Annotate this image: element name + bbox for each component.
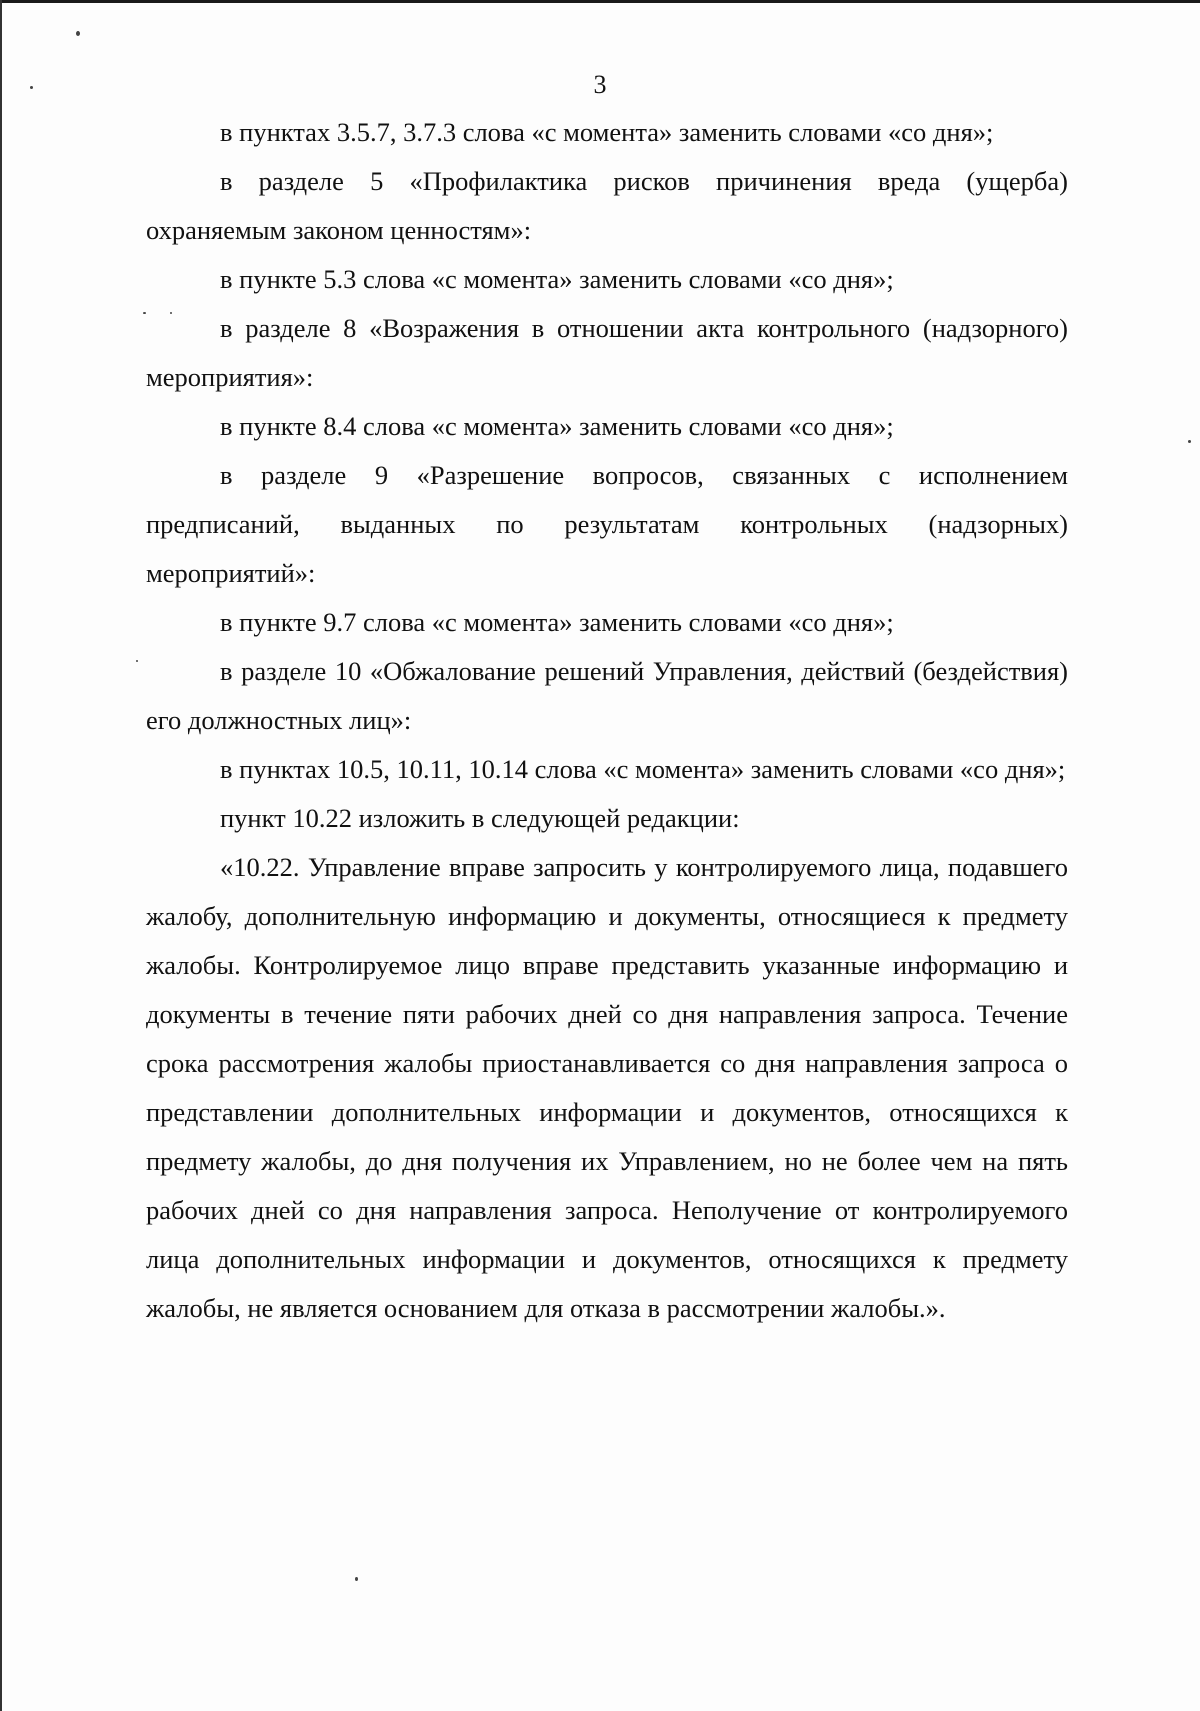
document-body bbox=[146, 108, 1068, 1333]
paragraph: «10.22. Управление вправе запросить у контролируемого лица, подавшего жалобу, дополнительную информацию и документы, относящиеся к предмету жалобы. Контролируемое лицо вправе представить указанные информацию и документы в течение пяти рабочих дней со дня направления запроса. Течение срока рассмотрения жалобы приостанавливается со дня направления запроса о представлении дополнительных информации и документов, относящихся к предмету жалобы, до дня получения их Управлением, но не более чем на пять рабочих дней со дня направления запроса. Неполучение от контролируемого лица дополнительных информации и документов, относящихся к предмету жалобы, не является основанием для отказа в рассмотрении жалобы.». bbox=[146, 852, 1068, 1323]
scan-speck bbox=[355, 1577, 358, 1581]
paragraph: в разделе 8 «Возражения в отношении акта контрольного (надзорного) мероприятия»: bbox=[146, 313, 1068, 392]
scan-border-top bbox=[0, 0, 1200, 3]
paragraph: в пунктах 10.5, 10.11, 10.14 слова «с момента» заменить словами «со дня»; bbox=[220, 754, 1066, 784]
scan-border-left bbox=[0, 0, 2, 1711]
paragraph: пункт 10.22 изложить в следующей редакции: bbox=[220, 803, 740, 833]
paragraph: в пунктах 3.5.7, 3.7.3 слова «с момента» заменить словами «со дня»; bbox=[220, 117, 994, 147]
scan-speck bbox=[76, 31, 80, 36]
scan-speck bbox=[136, 660, 138, 662]
paragraph: в пункте 8.4 слова «с момента» заменить словами «со дня»; bbox=[220, 411, 894, 441]
paragraph: в разделе 10 «Обжалование решений Управления, действий (бездействия) его должностных лиц»: bbox=[146, 656, 1068, 735]
paragraph: в пункте 9.7 слова «с момента» заменить словами «со дня»; bbox=[220, 607, 894, 637]
paragraph: в пункте 5.3 слова «с момента» заменить словами «со дня»; bbox=[220, 264, 894, 294]
paragraph: в разделе 9 «Разрешение вопросов, связанных с исполнением предписаний, выданных по результатам контрольных (надзорных) мероприятий»: bbox=[146, 460, 1068, 588]
paragraph: в разделе 5 «Профилактика рисков причинения вреда (ущерба) охраняемым законом ценностям»: bbox=[146, 166, 1068, 245]
scan-speck bbox=[1188, 440, 1191, 443]
page-number: 3 bbox=[593, 70, 607, 99]
